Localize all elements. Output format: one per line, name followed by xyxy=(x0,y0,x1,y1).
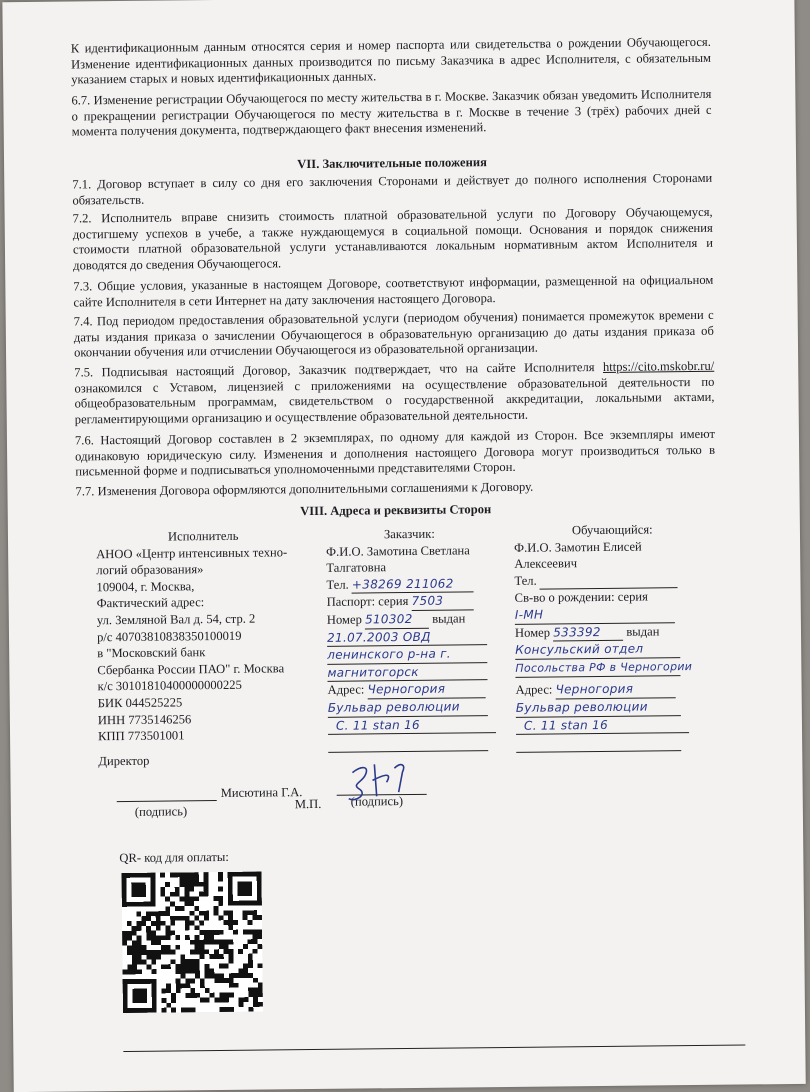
paragraph-6-7: 6.7. Изменение регистрации Обучающегося по месту жительства в г. Москве. Заказчик обязан уведомить Исполнителя о прекращении регистрации Обучающегося по месту жительства в г. Москве в течение 3 (трёх) рабочих дней с момента получения документа, подтверждающего факт внесения изменений. xyxy=(71,86,712,139)
student-birth-series: I-MH xyxy=(515,605,675,624)
customer-passport-label: Паспорт: серия xyxy=(326,594,409,610)
student-address-2: Бульвар революции xyxy=(516,698,681,717)
student-address-1: Черногория xyxy=(555,681,675,700)
executor-signature-line xyxy=(117,800,217,802)
customer-issued-by-2: магнитогорск xyxy=(327,663,487,682)
paragraph-7-1: 7.1. Договор вступает в силу со дня его заключения Сторонами и действует до полного исполнения Сторонами обязательств. xyxy=(72,170,713,208)
student-blank-line xyxy=(516,733,681,752)
customer-number-label: Номер xyxy=(326,612,362,627)
customer-address-2: Бульвар революции xyxy=(328,698,488,717)
paragraph-7-4: 7.4. Под периодом предоставления образовательной услуги (периодом обучения) понимается промежуток времени с даты издания приказа о зачислении Обучающегося в образовательную организацию до даты издания приказа об окончании обучения или отчислении Обучающегося из образовательной организации. xyxy=(73,307,714,360)
executor-details xyxy=(96,527,324,770)
director-name: Мисютина Г.А. xyxy=(220,785,303,800)
customer-fio: Ф.И.О. Замотина Светлана xyxy=(326,542,470,559)
customer-issued-by-1: ленинского р-на г. xyxy=(327,645,487,664)
executor-line: ИНН 7735146256 xyxy=(97,711,192,727)
student-address-3: С. 11 stan 16 xyxy=(516,716,689,735)
paragraph-7-5-text-b: ознакомился с Уставом, лицензией с приложениями на осуществление образовательной деятельности по общеобразовательным программам, свидетельством о государственной аккредитации, локальными актами, регламентирующими организацию и осуществление образовательной деятельности. xyxy=(74,374,715,427)
contract-page xyxy=(2,0,805,1092)
executor-line: ул. Земляной Вал д. 54, стр. 2 xyxy=(96,611,256,628)
executor-line: 109004, г. Москва, xyxy=(96,579,195,595)
student-phone-label: Тел. xyxy=(514,573,537,588)
executor-line: в "Московский банк xyxy=(97,645,206,661)
executor-line: Сбербанка России ПАО" г. Москва xyxy=(97,661,285,678)
student-address-label: Адрес: xyxy=(515,682,553,698)
student-number-label: Номер xyxy=(514,625,551,640)
executor-line: БИК 044525225 xyxy=(97,695,183,711)
footer-line xyxy=(123,1044,745,1052)
executor-heading: Исполнитель xyxy=(167,528,239,544)
executor-line: АНОО «Центр интенсивных техно- xyxy=(96,544,288,561)
executor-line: р/с 40703810838350100019 xyxy=(96,628,242,644)
qr-label: QR- код для оплаты: xyxy=(119,849,229,866)
executor-line: КПП 773501001 xyxy=(97,728,185,744)
executor-line: к/с 30101810400000000225 xyxy=(97,678,242,694)
paragraph-7-5-text-a: 7.5. Подписывая настоящий Договор, Заказчик подтверждает, что на сайте Исполнителя xyxy=(74,360,595,380)
customer-fio-cont: Талгатовна xyxy=(326,560,387,576)
paragraph-7-3: 7.3. Общие условия, указанные в настоящем Договоре, соответствуют информации, размещенной на официальном сайте Исполнителя в сети Интернет на дату заключения настоящего Договора. xyxy=(73,272,714,310)
customer-heading: Заказчик: xyxy=(383,526,435,542)
student-issued-by-2: Посольства РФ в Черногории xyxy=(515,659,680,678)
customer-phone-label: Тел. xyxy=(326,577,349,592)
student-number-value: 533392 xyxy=(553,623,623,641)
customer-issued-label: выдан xyxy=(432,611,466,626)
customer-number-value: 510302 xyxy=(365,611,429,629)
student-birth-label: Св-во о рождении: серия xyxy=(514,589,649,606)
student-issued-by-1: Консульский отдел xyxy=(515,640,680,659)
paragraph-7-2: 7.2. Исполнитель вправе снизить стоимость платной образовательной услуги по Договору Обучающемуся, достигшему успехов в учебе, а также нуждающемуся в социальной помощи. Основания и порядок снижения стоимости платной образовательной услуги устанавливаются локальным нормативным актом Исполнителя и доводятся до сведения Обучающегося. xyxy=(72,204,714,273)
site-link[interactable]: https://cito.mskobr.ru/ xyxy=(602,358,715,374)
paragraph-7-6: 7.6. Настоящий Договор составлен в 2 экземплярах, по одному для каждой из Сторон. Все экземпляры имеют одинаковую юридическую силу. Изменения и дополнения настоящего Договора могут производиться только в письменной форме и подписываться уполномоченными представителями Сторон. xyxy=(74,426,716,479)
student-fio-cont: Алексеевич xyxy=(514,556,578,572)
student-heading: Обучающийся: xyxy=(571,522,653,538)
student-details xyxy=(514,521,706,753)
executor-signature-caption: (подпись) xyxy=(134,804,188,819)
paragraph-intro: К идентификационным данным относятся серия и номер паспорта или свидетельства о рождении Обучающегося. Изменение идентификационных данных производится по письму Заказчика в адрес Исполнителя, с обязательным указанием старых и новых идентификационных данных. xyxy=(70,34,712,87)
qr-code xyxy=(121,872,262,1013)
executor-line: Фактический адрес: xyxy=(96,595,205,611)
paragraph-7-7: 7.7. Изменения Договора оформляются дополнительными соглашениями к Договору. xyxy=(75,479,534,499)
customer-blank-line xyxy=(328,733,488,752)
paragraph-7-5 xyxy=(74,359,715,428)
customer-address-3: С. 11 stan 16 xyxy=(328,716,496,735)
customer-phone-value: +38269 211062 xyxy=(352,575,474,594)
customer-details xyxy=(326,525,508,753)
director-label: Директор xyxy=(98,753,150,768)
executor-line: логий образования» xyxy=(96,562,204,578)
customer-address-label: Адрес: xyxy=(327,682,365,698)
customer-issued-date: 21.07.2003 ОВД xyxy=(327,628,487,647)
customer-address-1: Черногория xyxy=(367,681,485,700)
section-7-title: VII. Заключительные положения xyxy=(297,155,487,172)
student-phone-value xyxy=(540,571,678,590)
student-issued-label: выдан xyxy=(626,623,660,639)
stamp-label: М.П. xyxy=(294,796,322,812)
student-fio: Ф.И.О. Замотин Елисей xyxy=(514,539,642,555)
customer-signature-caption: (подпись) xyxy=(350,794,404,809)
section-8-title: VIII. Адреса и реквизиты Сторон xyxy=(300,502,492,519)
customer-passport-series: 7503 xyxy=(412,593,474,611)
customer-signature-scribble xyxy=(340,758,421,809)
